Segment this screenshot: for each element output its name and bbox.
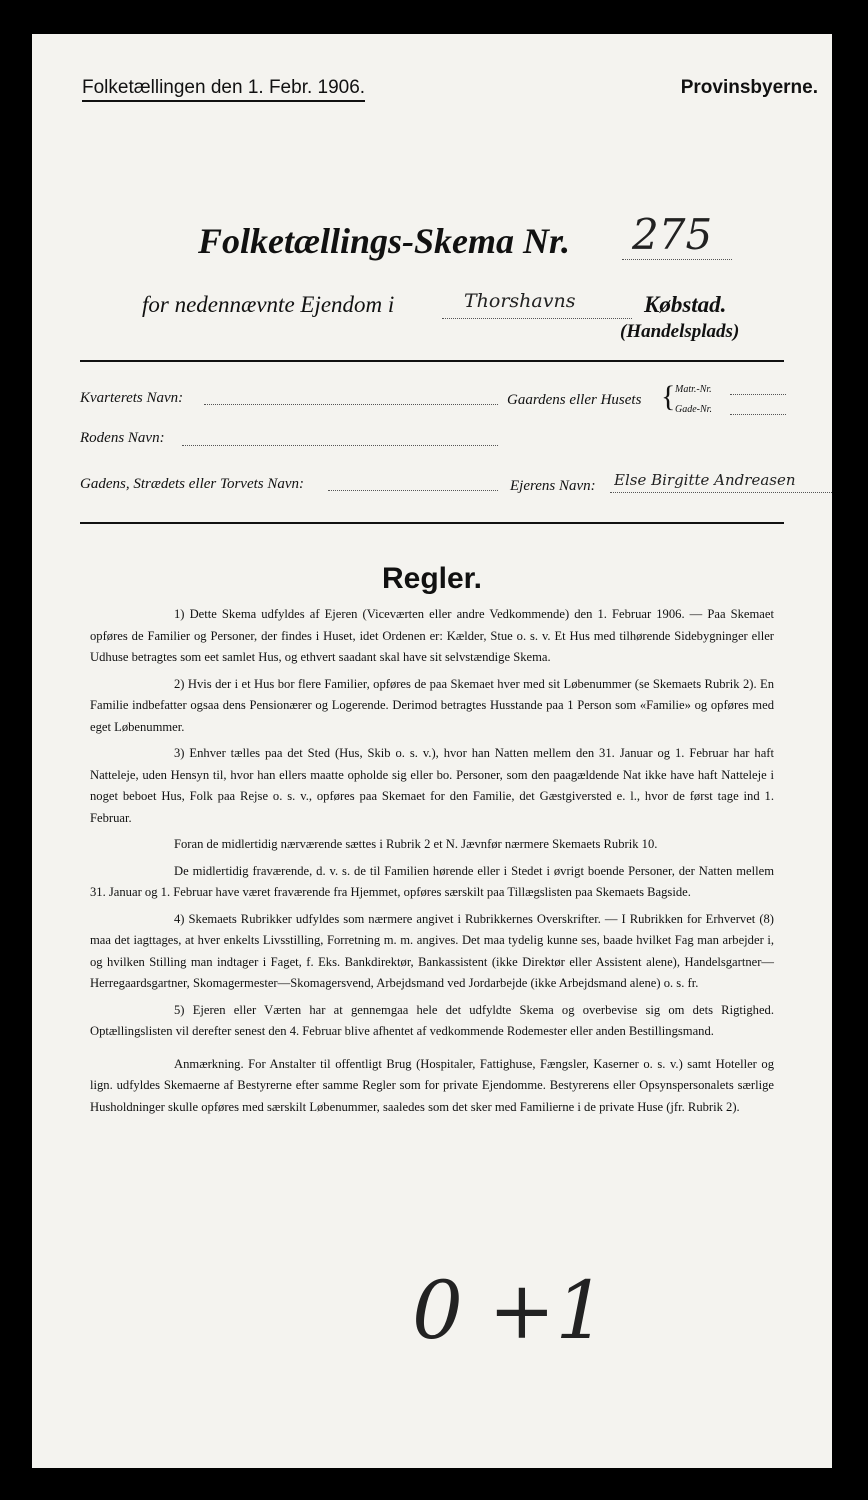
gaard-label: Gaardens eller Husets (507, 392, 642, 408)
rode-field[interactable] (182, 445, 498, 446)
kvarter-label: Kvarterets Navn: (80, 390, 184, 406)
rule-paragraph-3c: De midlertidig fraværende, d. v. s. de til Familien hørende eller i Stedet i øvrigt boende Personer, der Natten mellem 31. Januar og 1. Februar have været fraværende fra Hjemmet, opføres særskilt paa Tillægslisten paa Skemaets Bagside. (90, 863, 774, 899)
census-form-page (32, 34, 832, 1468)
property-subtitle: for nedennævnte Ejendom i (142, 292, 395, 317)
rule-paragraph-5: 5) Ejeren eller Værten har at gennemgaa hele det udfyldte Skema og overbevise sig om dets Rigtighed. Optællingslisten vil derefter senest den 4. Februar blive afhentet af vedkommende Rodemester eller anden Bestillingsmand. (90, 1002, 774, 1038)
ejer-handwritten: Else Birgitte Andreasen (614, 471, 796, 489)
kvarter-field[interactable] (204, 404, 498, 405)
form-title: Folketællings-Skema Nr. (198, 221, 571, 261)
rule-paragraph-1: 1) Dette Skema udfyldes af Ejeren (Viceværten eller andre Vedkommende) den 1. Februar 1906. — Paa Skemaet opføres de Familier og Personer, der findes i Huset, idet Ordenen er: Kælder, Stue o. s. v. Et Hus med tilhørende Sidebygninger eller Udhuse betragtes som eet samlet Hus, og ethvert saadant skal have sit selvstændige Skema. (90, 607, 774, 664)
census-date-header: Folketællingen den 1. Febr. 1906. (82, 77, 365, 102)
regler-heading: Regler. (381, 562, 483, 595)
rule-paragraph-4: 4) Skemaets Rubrikker udfyldes som nærmere angivet i Rubrikkernes Overskrifter. — I Rubrikken for Erhvervet (8) maa det iagttages, at hver enkelts Livsstilling, Forretning m. m. angives. Det maa tydelig kunne ses, baade hvilket Fag man arbejder i, og hvilken Stilling man indtager i Faget, f. Eks. Bankdirektør, Bankassistent (ikke Direktør eller Assistent alene), Handelsgartner—Herregaardsgartner, Skomagermester—Skomagersvend, Arbejdsmand ved Jordarbejde (ikke Arbejdsmand alene) o. s. fr. (90, 911, 774, 990)
bottom-divider (80, 522, 784, 524)
gade-nr-field[interactable] (730, 414, 786, 415)
top-divider (80, 360, 784, 362)
rule-paragraph-3b: Foran de midlertidig nærværende sættes i Rubrik 2 et N. Jævnfør nærmere Skemaets Rubrik 10. (174, 837, 658, 851)
rode-label: Rodens Navn: (80, 430, 165, 446)
form-number-handwritten: 275 (632, 210, 713, 259)
ejer-label: Ejerens Navn: (510, 478, 596, 494)
matr-field[interactable] (730, 394, 786, 395)
kobstad-label: Købstad. (644, 292, 727, 317)
gade-label: Gadens, Strædets eller Torvets Navn: (80, 476, 305, 492)
anmaerkning-paragraph: Anmærkning. For Anstalter til offentligt Brug (Hospitaler, Fattighuse, Fængsler, Kaserner o. s. v.) samt Hoteller og lign. udfyldes Skemaerne af Bestyrerne efter samme Regler som for private Ejendomme. Bestyrerens eller Opsynspersonalets særlige Husholdninger skulle opføres med særskilt Løbenummer, saaledes som det sker med Familierne i de private Huse (jfr. Rubrik 2). (90, 1056, 774, 1114)
handelsplads-label: (Handelsplads) (620, 321, 740, 342)
brace: { (661, 380, 676, 413)
town-handwritten: Thorshavns (464, 290, 576, 312)
gade-field[interactable] (328, 490, 498, 491)
matr-label: Matr.-Nr. (675, 384, 712, 395)
town-line (442, 318, 632, 319)
form-number-line (622, 259, 732, 260)
rule-paragraph-2: 2) Hvis der i et Hus bor flere Familier, opføres de paa Skemaet hver med sit Løbenummer (se Skemaets Rubrik 2). En Familie indbefatter ogsaa dens Pensionærer og Logerende. Derimod betragtes Husstande paa 1 Person som «Familie» og opføres med eget Løbenummer. (90, 676, 774, 734)
rules-text (90, 604, 774, 1123)
rule-paragraph-3: 3) Enhver tælles paa det Sted (Hus, Skib o. s. v.), hvor han Natten mellem den 31. Januar og 1. Februar har haft Natteleje, uden Hensyn til, hvor han ellers maatte opholde sig eller bo. Personer, som den paagældende Nat ikke have haft Natteleje i noget beboet Hus, Folk paa Rejse o. s. v., opføres paa Skemaet for den Familie, det Gæstgiversted e. l., hvor de først tage ind 1. Februar. (90, 746, 774, 825)
handwritten-note: 0 +1 (412, 1264, 607, 1357)
gade-nr-label: Gade-Nr. (675, 404, 712, 415)
provinsbyerne-header: Provinsbyerne. (680, 77, 818, 98)
ejer-field[interactable] (610, 492, 832, 493)
